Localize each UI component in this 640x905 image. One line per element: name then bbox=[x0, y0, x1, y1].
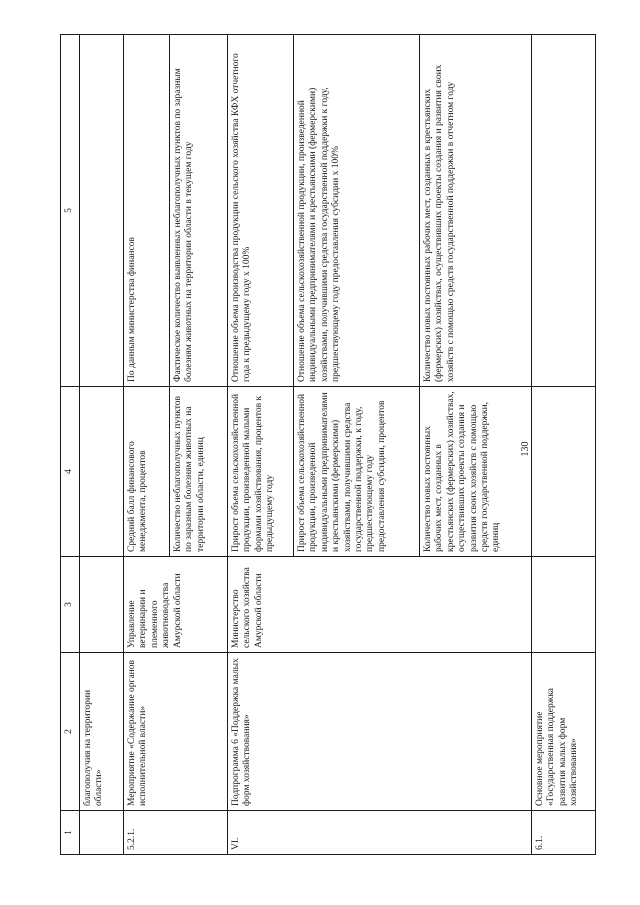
table-row bbox=[228, 35, 294, 855]
row-method bbox=[532, 35, 596, 387]
header-col-1: 1 bbox=[61, 811, 80, 855]
row-name: благополучия на территории области» bbox=[80, 653, 124, 811]
row-indicator: Средний балл финансового менеджмента, процентов bbox=[124, 387, 170, 557]
row-executor bbox=[80, 557, 124, 653]
row-indicator bbox=[532, 387, 596, 557]
row-number: VI. bbox=[228, 811, 532, 855]
page-number: 130 bbox=[520, 441, 531, 457]
row-indicator bbox=[80, 387, 124, 557]
row-executor: Министерство сельского хозяйства Амурской области bbox=[228, 557, 532, 653]
row-number: 5.2.1. bbox=[124, 811, 228, 855]
row-number bbox=[80, 811, 124, 855]
row-number: 6.1. bbox=[532, 811, 596, 855]
row-indicator: Количество новых постоянных рабочих мест, созданных в крестьянских (фермерских) хозяйствах, осуществивших проекты создания и развития своих хозяйств с помощью средств государственной поддержки, единиц bbox=[420, 387, 532, 557]
row-name: Мероприятие «Содержание органов исполнительной власти» bbox=[124, 653, 228, 811]
header-col-5: 5 bbox=[61, 35, 80, 387]
row-indicator: Прирост объема сельскохозяйственной продукции, произведенной индивидуальными предпринимателями и крестьянскими (фермерскими) хозяйствами, получившими средства государственной поддержки, к году, предшествующему году предоставления субсидии, процентов bbox=[294, 387, 420, 557]
row-method: Фактическое количество выявленных неблагополучных пунктов по заразным болезням животных на территории области в текущем году bbox=[170, 35, 228, 387]
row-executor bbox=[532, 557, 596, 653]
row-method: По данным министерства финансов bbox=[124, 35, 170, 387]
row-indicator: Количество неблагополучных пунктов по заразным болезням животных на территории области, единиц bbox=[170, 387, 228, 557]
table-row bbox=[80, 35, 124, 855]
row-indicator: Прирост объема сельскохозяйственной продукции, произведенной малыми формами хозяйствования, процентов к предыдущему году bbox=[228, 387, 294, 557]
header-col-3: 3 bbox=[61, 557, 80, 653]
table-row bbox=[532, 35, 596, 855]
header-col-2: 2 bbox=[61, 653, 80, 811]
row-method: Отношение объема производства продукции сельского хозяйства КФХ отчетного года к предыдущему году х 100% bbox=[228, 35, 294, 387]
row-executor: Управление ветеринарии и племенного животноводства Амурской области bbox=[124, 557, 228, 653]
header-col-4: 4 bbox=[61, 387, 80, 557]
row-method: Количество новых постоянных рабочих мест, созданных в крестьянских (фермерских) хозяйствах, осуществивших проекты создания и развития своих хозяйств с помощью средств государственной поддержки в отчетном году bbox=[420, 35, 532, 387]
indicators-table bbox=[60, 34, 596, 855]
row-name: Основное мероприятие «Государственная поддержка развития малых форм хозяйствования» bbox=[532, 653, 596, 811]
row-name: Подпрограмма 6 «Поддержка малых форм хозяйствования» bbox=[228, 653, 532, 811]
table-row bbox=[124, 35, 170, 855]
table-header-row bbox=[61, 35, 80, 855]
row-method bbox=[80, 35, 124, 387]
row-method: Отношение объема сельскохозяйственной продукции, произведенной индивидуальными предпринимателями и крестьянскими (фермерскими) хозяйствами, получившими средства государственной поддержки к году, предшествующему году предоставления субсидии х 100% bbox=[294, 35, 420, 387]
